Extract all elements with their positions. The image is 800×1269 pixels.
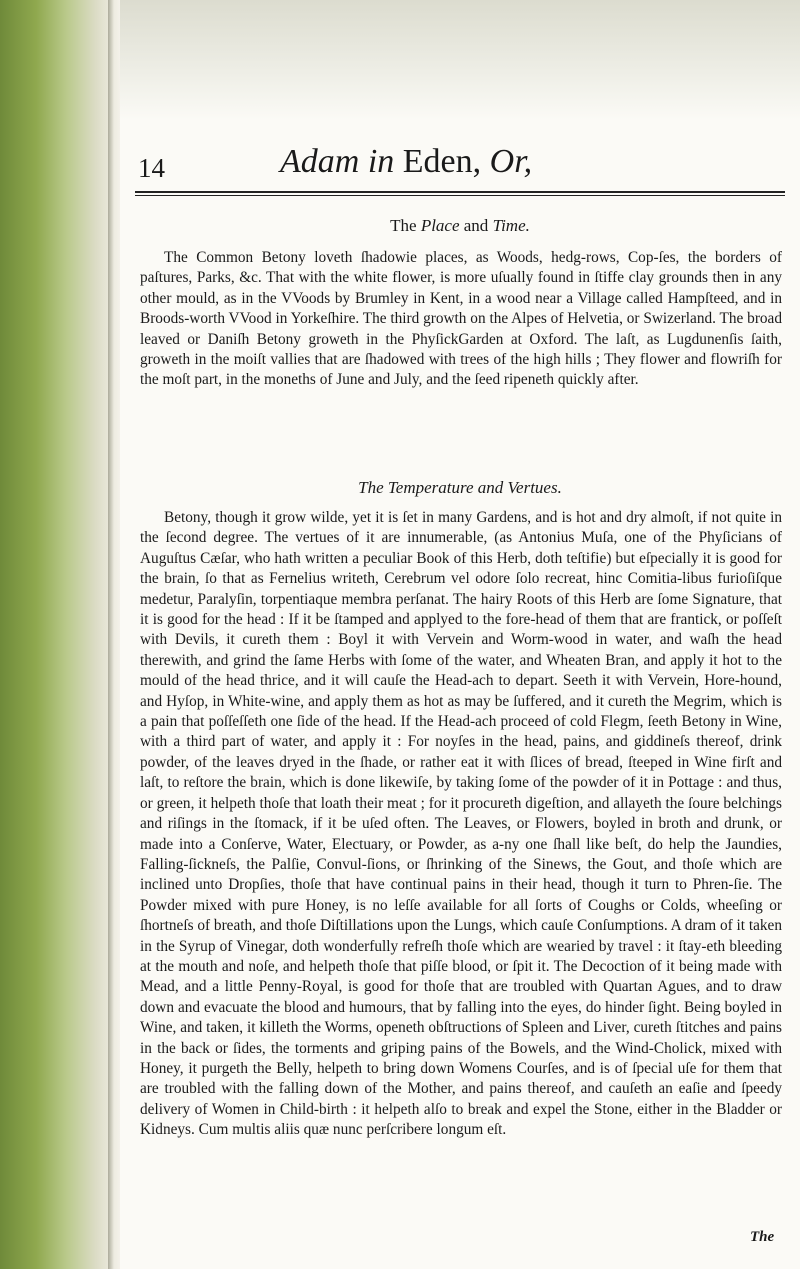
heading-part: Time. — [492, 216, 530, 235]
running-title — [280, 143, 532, 181]
heading-part: Place — [420, 216, 460, 235]
top-margin — [120, 0, 800, 120]
running-title-roman: Eden, — [394, 143, 490, 180]
header-rule — [135, 191, 785, 196]
running-title-end: Or, — [489, 143, 533, 180]
running-title-italic: Adam in — [280, 143, 395, 180]
page-gutter-shadow — [108, 0, 114, 1269]
heading-part: The — [390, 216, 421, 235]
section-heading-temperature-vertues — [140, 478, 780, 498]
catchword: The — [750, 1229, 775, 1245]
page-header — [130, 143, 790, 187]
page-number: 14 — [138, 153, 165, 183]
book-binding — [0, 0, 120, 1269]
section-heading-place-time — [140, 216, 780, 236]
heading-part: and — [459, 216, 493, 235]
paragraph-place-time: The Common Betony loveth ſhadowie places, as Woods, hedg-rows, Cop-ſes, the borders of paſtures, Parks, &c. That with the white flower, is more uſually found in ſtiffe clay grounds then in any other mould, as in the VVoods by Brumley in Kent, in a wood near a Village called Hampſteed, and in Broods-worth VVood in Yorkeſhire. The third growth on the Alpes of Helvetia, or Swizerland. The broad leaved or Daniſh Betony groweth in the PhyſickGarden at Oxford. The laſt, as Lugdunenſis ſaith, groweth in the moiſt vallies that are ſhadowed with trees of the high hills ; They flower and flowriſh for the moſt part, in the moneths of June and July, and the ſeed ripeneth quickly after. — [140, 249, 782, 389]
paragraph-temperature-vertues: Betony, though it grow wilde, yet it is ſet in many Gardens, and is hot and dry almoſt, if not quite in the ſecond degree. The vertues of it are innumerable, (as Antonius Muſa, one of the Phyſicians of Auguſtus Cæſar, who hath written a peculiar Book of this Herb, doth teſtifie) but eſpecially it is good for the brain, ſo that as Fernelius writeth, Cerebrum vel odore ſolo recreat, hinc Comitia-libus furioſiſque medetur, Paralyſin, torpentiaque membra perſanat. The hairy Roots of this Herb are ſome Signature, that it is good for the head : If it be ſtamped and applyed to the fore-head of them that are frantick, or poſſeſt with Devils, it cureth them : Boyl it with Vervein and Worm-wood in water, and waſh the head therewith, and grind the ſame Herbs with ſome of the water, and Wheaten Bran, and apply it hot to the mould of the head thrice, and it will cauſe the Head-ach to depart. Seeth it with Vervein, Hore-hound, and Hyſop, in White-wine, and apply them as hot as may be ſuffered, and it cureth the Megrim, which is a pain that poſſeſſeth one ſide of the head. If the Head-ach proceed of cold Flegm, ſeeth Betony in Wine, with a third part of water, and apply it : For noyſes in the head, pains, and giddineſs thereof, drink powder, of the leaves dryed in the ſhade, or rather eat it with ſlices of bread, ſteeped in Wine firſt and laſt, to reſtore the brain, which is done likewiſe, by taking ſome of the powder of it in Pottage : and thus, or green, it helpeth thoſe that loath their meat ; for it procureth digeſtion, and allayeth the ſoure belchings and riſings in the ſtomack, if it be uſed often. The Leaves, or Flowers, boyled in broth and drunk, or made into a Conſerve, Water, Electuary, or Powder, as a-ny one ſhall like beſt, do help the Jaundies, Falling-ſickneſs, the Palſie, Convul-ſions, or ſhrinking of the Sinews, the Gout, and thoſe which are inclined unto Dropſies, thoſe that have continual pains in their head, though it turn to Phren-ſie. The Powder mixed with pure Honey, is no leſſe available for all ſorts of Coughs or Colds, wheeſing or ſhortneſs of breath, and thoſe Diſtillations upon the Lungs, which cauſe Conſumptions. A dram of it taken in the Syrup of Vinegar, doth wonderfully refreſh thoſe which are wearied by travel : it ſtay-eth bleeding at the mouth and noſe, and helpeth thoſe that piſſe blood, or ſpit it. The Decoction of it being made with Mead, and a little Penny-Royal, is good for thoſe that are troubled with Quartan Agues, and to draw down and evacuate the blood and humours, that by falling into the eyes, do hinder ſight. Being boyled in Wine, and taken, it killeth the Worms, openeth obſtructions of Spleen and Liver, cureth ſtitches and pains in the back or ſides, the torments and griping pains of the Bowels, and the Wind-Cholick, mixed with Honey, it purgeth the Belly, helpeth to bring down Womens Courſes, and is of ſpecial uſe for them that are troubled with the falling down of the Mother, and pains thereof, and cauſeth an eaſie and ſpeedy delivery of Women in Child-birth : it helpeth alſo to break and expel the Stone, either in the Bladder or Kidneys. Cum multis aliis quæ nunc perſcribere longum eſt. — [140, 509, 782, 1139]
heading-part: The Temperature and Vertues. — [358, 478, 562, 497]
